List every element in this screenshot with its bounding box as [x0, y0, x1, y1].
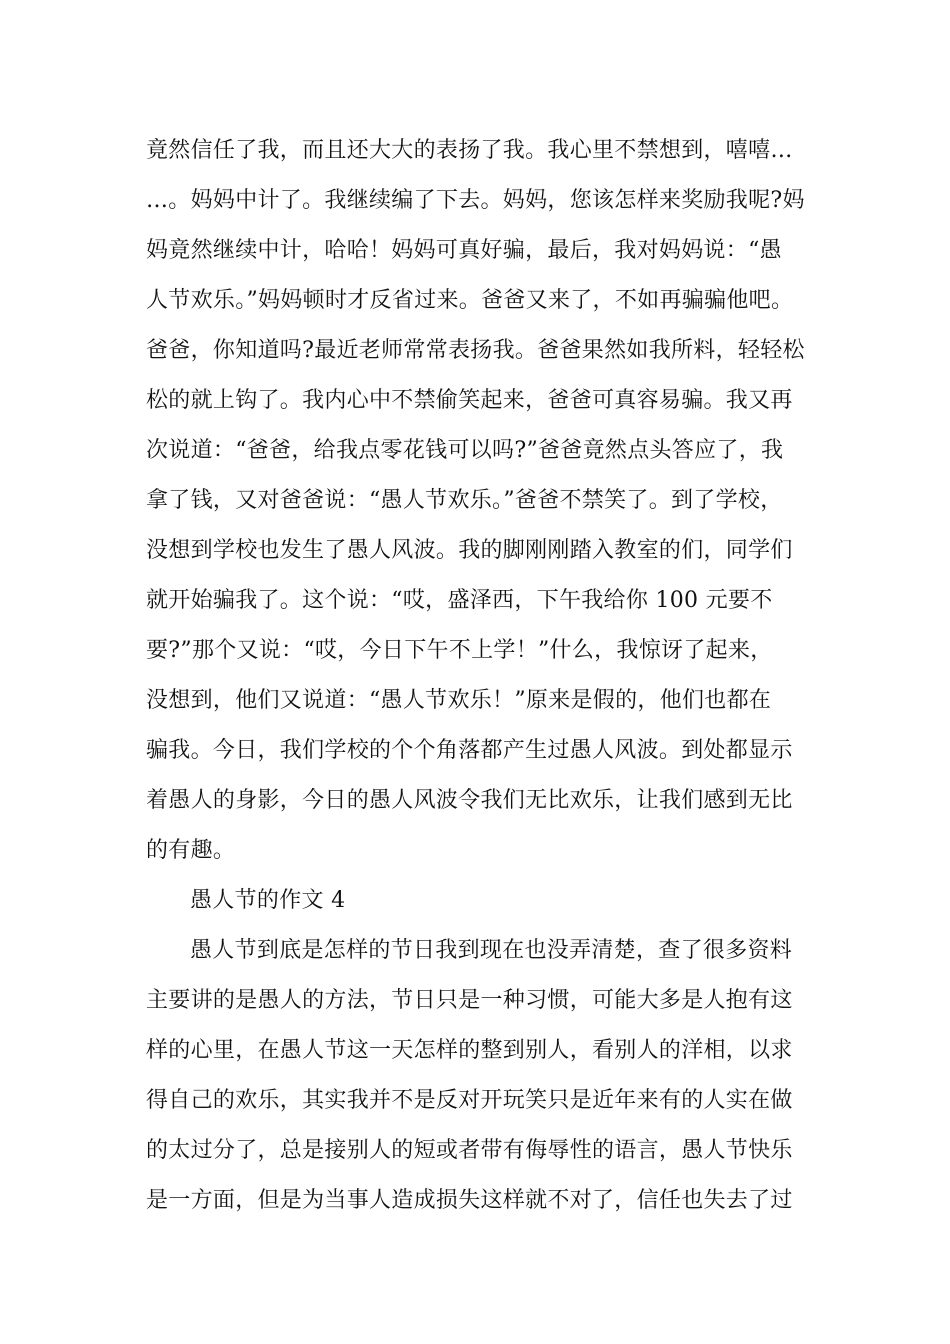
text-line: 要?”那个又说：“哎，今日下午不上学！”什么，我惊讶了起来， [146, 638, 773, 663]
text-line: 人节欢乐。”妈妈顿时才反省过来。爸爸又来了，不如再骗骗他吧。 [146, 288, 794, 313]
text-line: 没想到学校也发生了愚人风波。我的脚刚刚踏入教室的们，同学们 [146, 538, 793, 563]
text-line: …。妈妈中计了。我继续编了下去。妈妈，您该怎样来奖励我呢?妈 [146, 188, 805, 213]
text-line: 骗我。今日，我们学校的个个角落都产生过愚人风波。到处都显示 [146, 738, 793, 763]
section-heading: 愚人节的作文 4 [190, 888, 346, 913]
text-line: 爸爸，你知道吗?最近老师常常表扬我。爸爸果然如我所料，轻轻松 [146, 338, 805, 363]
text-line: 次说道：“爸爸，给我点零花钱可以吗?”爸爸竟然点头答应了，我 [146, 438, 784, 463]
text-line: 竟然信任了我，而且还大大的表扬了我。我心里不禁想到，嘻嘻… [146, 138, 793, 163]
text-line: 得自己的欢乐，其实我并不是反对开玩笑只是近年来有的人实在做 [146, 1088, 793, 1113]
text-line: 主要讲的是愚人的方法，节日只是一种习惯，可能大多是人抱有这 [146, 988, 793, 1013]
text-line: 妈竟然继续中计，哈哈！妈妈可真好骗，最后，我对妈妈说：“愚 [146, 238, 782, 263]
text-line: 是一方面，但是为当事人造成损失这样就不对了，信任也失去了过 [146, 1188, 793, 1213]
text-line: 的有趣。 [146, 838, 236, 863]
text-line: 样的心里，在愚人节这一天怎样的整到别人，看别人的洋相，以求 [146, 1038, 793, 1063]
text-line: 愚人节到底是怎样的节日我到现在也没弄清楚，查了很多资料 [190, 938, 793, 963]
text-line: 松的就上钩了。我内心中不禁偷笑起来，爸爸可真容易骗。我又再 [146, 388, 793, 413]
text-line: 的太过分了，总是接别人的短或者带有侮辱性的语言，愚人节快乐 [146, 1138, 793, 1163]
text-line: 拿了钱，又对爸爸说：“愚人节欢乐。”爸爸不禁笑了。到了学校， [146, 488, 783, 513]
text-line: 没想到，他们又说道：“愚人节欢乐！”原来是假的，他们也都在 [146, 688, 772, 713]
text-line: 着愚人的身影，今日的愚人风波令我们无比欢乐，让我们感到无比 [146, 788, 793, 813]
text-line: 就开始骗我了。这个说：“哎，盛泽西，下午我给你 100 元要不 [146, 588, 773, 613]
